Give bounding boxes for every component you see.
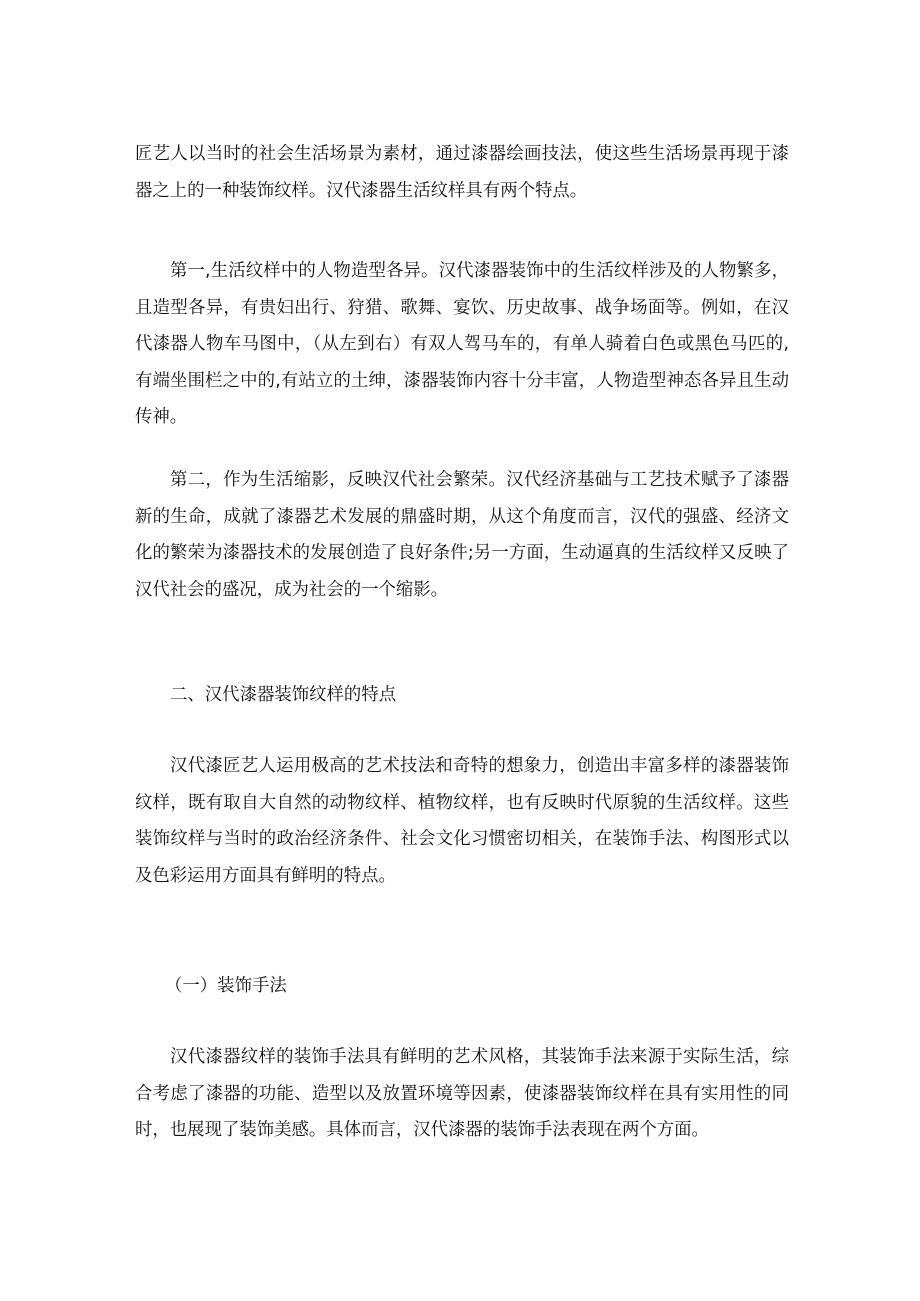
paragraph-pattern-overview: 汉代漆匠艺人运用极高的艺术技法和奇特的想象力，创造出丰富多样的漆器装饰纹样，既有取自大自然的动物纹样、植物纹样，也有反映时代原貌的生活纹样。这些装饰纹样与当时的政治经济条件、社会文化习惯密切相关，在装饰手法、构图形式以及色彩运用方面具有鲜明的特点。 [135,756,789,886]
section-heading-pattern-characteristics: 二、汉代漆器装饰纹样的特点 [170,685,397,705]
paragraph-social-prosperity: 第二，作为生活缩影，反映汉代社会繁荣。汉代经济基础与工艺技术赋予了漆器新的生命，成就了漆器艺术发展的鼎盛时期，从这个角度而言，汉代的强盛、经济文化的繁荣为漆器技术的发展创造了良好条件;另一方面，生动逼真的生活纹样又反映了汉代社会的盛况，成为社会的一个缩影。 [135,470,789,600]
subsection-heading-decoration-techniques: （一）装饰手法 [165,976,287,996]
paragraph-decoration-techniques: 汉代漆器纹样的装饰手法具有鲜明的艺术风格，其装饰手法来源于实际生活，综合考虑了漆器的功能、造型以及放置环境等因素，使漆器装饰纹样在具有实用性的同时，也展现了装饰美感。具体而言，汉代漆器的装饰手法表现在两个方面。 [135,1047,789,1140]
paragraph-figure-shapes: 第一,生活纹样中的人物造型各异。汉代漆器装饰中的生活纹样涉及的人物繁多，且造型各异，有贵妇出行、狩猎、歌舞、宴饮、历史故事、战争场面等。例如，在汉代漆器人物车马图中，（从左到右）有双人驾马车的，有单人骑着白色或黑色马匹的,有端坐围栏之中的,有站立的土绅，漆器装饰内容十分丰富，人物造型神态各异且生动传神。 [135,261,789,427]
paragraph-life-pattern-intro: 匠艺人以当时的社会生活场景为素材，通过漆器绘画技法，使这些生活场景再现于漆器之上的一种装饰纹样。汉代漆器生活纹样具有两个特点。 [135,144,789,201]
